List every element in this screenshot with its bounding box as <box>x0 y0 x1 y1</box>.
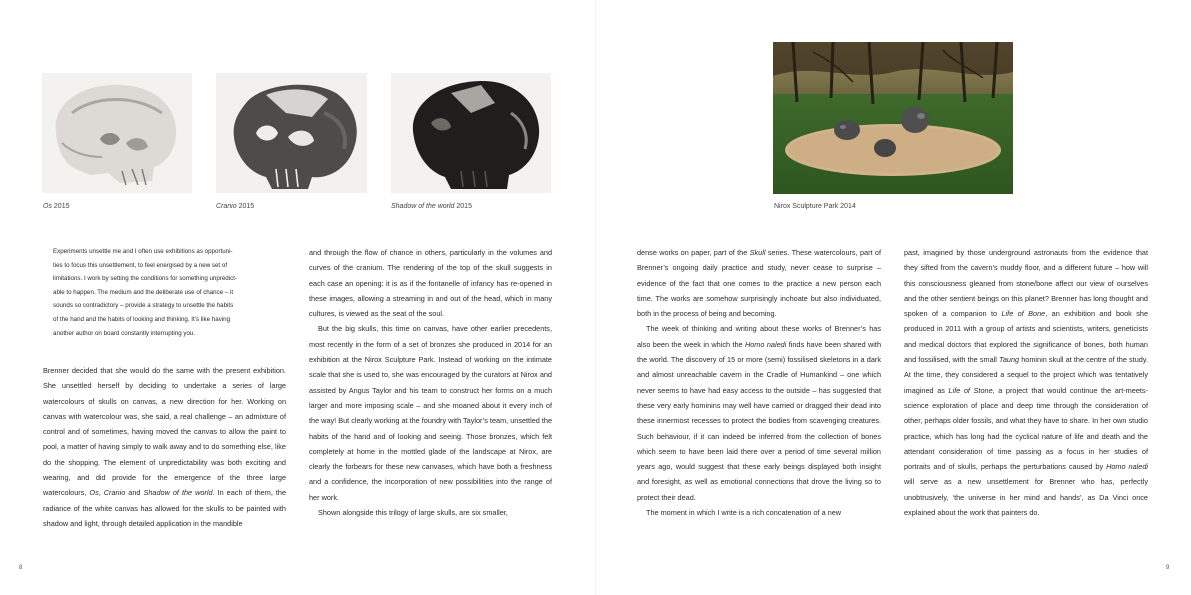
caption-year: 2015 <box>238 203 255 210</box>
caption-title: Nirox Sculpture Park <box>774 203 839 210</box>
text-run: The week of thinking and writing about these works of Brenner’s has also been the week in which the <box>637 324 881 349</box>
text-column-2 <box>309 245 552 520</box>
text-run: and <box>125 488 144 498</box>
text-run: past, imagined by those underground astronauts from the evidence that they sifted from the cavern’s muddy floor, and a different future – how will this consciousness gleaned from stone/bone affect our view of ourselves and the other sentient beings on this planet? Brenner has long thought and spoken of a companion to <box>904 248 1148 319</box>
project-title: Life of Stone <box>948 385 993 395</box>
artwork-title: Cranio <box>103 488 126 498</box>
artwork-cranio-image <box>216 73 367 193</box>
text-run: , an exhibition and book she produced in 2011 with a group of artists and scientists, writers, geneticists and medical doctors that explored the significance of bones, both human and fossilised, with the small <box>904 309 1148 365</box>
quote-line: Experiments unsettle me and I often use exhibitions as opportuni- <box>53 248 233 255</box>
caption-title: Cranio <box>216 203 237 210</box>
caption-year: 2015 <box>456 203 472 210</box>
text-run: Brenner decided that she would do the same with the present exhibition. She unsettled herself by deciding to undertake a series of large watercolours of skulls on canvas, a new direction for her. Working on canvas with watercolour was, she said, a real challenge – an admixture of control and of sometimes, having moved the canvas to allow the paint to pool, a matter of having simply to walk away and to do something else, like do the shopping. The element of unpredictability was both exciting and wearing, and did provide for the emergence of the three large watercolours, <box>43 366 286 498</box>
text-run: . In each of them, the radiance of the white canvas has allowed for the skulls to be painted with shadow and light, through detailed application in the mandible <box>43 488 287 528</box>
quote-line: limitations. I work by setting the conditions for something unpredict- <box>53 275 237 283</box>
paragraph <box>637 245 881 321</box>
artwork-shadow-of-the-world-image <box>391 73 551 193</box>
quote-line: ties to focus this unsettlement, to feel energised by a new set of <box>53 261 228 269</box>
text-column-4 <box>904 245 1148 520</box>
text-run: , a project that would continue the art-meets-science exploration of place and deep time through the consideration of other, perhaps older fossils, and what they have to share. In her own studio practice, which has long had the cyclical nature of life and death and the attendant consideration of time passing as a focus in her studies of portraits and of skulls, perhaps the perturbations caused by <box>904 385 1148 472</box>
quote-line: of the hand and the habits of looking and thinking. It’s like having <box>53 315 231 323</box>
paragraph: Shown alongside this trilogy of large skulls, are six smaller, <box>318 508 508 518</box>
caption-shadow-of-the-world <box>391 203 472 210</box>
artwork-title: Os <box>89 488 99 498</box>
text-run: hominin skull at the centre of the study. At the time, they considered a sequel to the project which was tentatively imagined as <box>904 355 1148 395</box>
artwork-os-image <box>42 73 192 193</box>
text-run: finds have been shared with the world. The discovery of 15 or more (semi) fossilised skeletons in a dark and almost unreachable cavern in the Cradle of Humankind – one which never seems to have had easy access to the outside – has suggested that these very early hominins may well have carried or dragged their dead into these innermost recesses to protect the bodies from scavenging creatures. Such behaviour, if it can indeed be inferred from the collection of bones which seem to have been laid there over a period of time several million years ago, would suggest that these early beings displayed both insight and foresight, as well as emotional connections that drove the living so to protect their dead. <box>637 339 881 502</box>
page-number: 9 <box>1166 565 1170 571</box>
paragraph: But the big skulls, this time on canvas, have other earlier precedents, most recently in the form of a set of bronzes she produced in 2014 for an exhibition at the Nirox Sculpture Park. Instead of working on the intimate scale that she is used to, she was encouraged by the curators at Nirox and assisted by Angus Taylor and his team to construct her forms on a much larger and more imposing scale – and she moaned about it every inch of the way! But clearly working at the foundry with Taylor’s team, unsettled the habits of the hand and of looking and seeing. Those bronzes, which felt completely at home in the mottled glade of the landscape at Nirox, are clearly the forbears for these new canvases, which have both a freshness and a confidence, the incorporation of new possibilities into the range of her work. <box>309 324 552 502</box>
artwork-title: Shadow of the world <box>143 488 213 498</box>
artist-quote <box>53 245 288 340</box>
nirox-sculpture-park-photo <box>773 42 1013 194</box>
caption-year: 2015 <box>53 203 70 210</box>
caption-year: 2014 <box>840 203 856 210</box>
quote-line: another author on board constantly interrupting you. <box>53 329 196 337</box>
paragraph: The moment in which I write is a rich concatenation of a new <box>646 508 842 518</box>
left-page <box>0 0 595 595</box>
page-number: 8 <box>19 565 23 571</box>
paragraph: and through the flow of chance in others, particularly in the volumes and curves of the cranium. The rendering of the top of the skull suggests in each case an opening: it is as if the fontanelle of infancy has re-opened in these images, allowing a streaming in and out of the head, which in many cultures, is viewed as the seat of the soul. <box>309 248 552 319</box>
species-name: Homo naledi <box>1106 462 1148 472</box>
text-column-1 <box>43 363 286 531</box>
text-run: dense works on paper, part of the <box>637 248 750 257</box>
caption-title: Shadow of the world <box>391 203 455 210</box>
caption-title: Os <box>43 203 52 210</box>
series-title: Skull <box>749 248 766 257</box>
paragraph <box>637 321 881 505</box>
text-run: will serve as a new unsettlement for Brenner who has, perfectly unobtrusively, ‘the universe in her mind and hands’, as Da Vinci once explained about the work that painters do. <box>904 477 1148 518</box>
right-page <box>596 0 1191 595</box>
quote-line: sounds so contradictory – provide a strategy to unsettle the habits <box>53 302 234 310</box>
text-run: series. These watercolours, part of Brenner’s ongoing daily practice and study, never cease to surprise – evidence of the fact that one comes to the practice a new person each time. The works are somehow surprisingly inchoate but also individuated, both in the process of being and becoming. <box>637 248 881 319</box>
species-name: Taung <box>999 355 1020 365</box>
paragraph <box>43 363 286 531</box>
caption-os <box>43 203 69 210</box>
paragraph <box>904 245 1148 520</box>
text-column-3 <box>637 245 881 520</box>
species-name: Homo naledi <box>744 339 787 349</box>
quote-line: able to happen. The medium and the deliberate use of chance – it <box>53 288 234 296</box>
book-title: Life of Bone <box>1001 309 1046 319</box>
text-run: , <box>98 488 104 498</box>
caption-nirox-sculpture-park <box>774 203 856 210</box>
caption-cranio <box>216 203 254 210</box>
